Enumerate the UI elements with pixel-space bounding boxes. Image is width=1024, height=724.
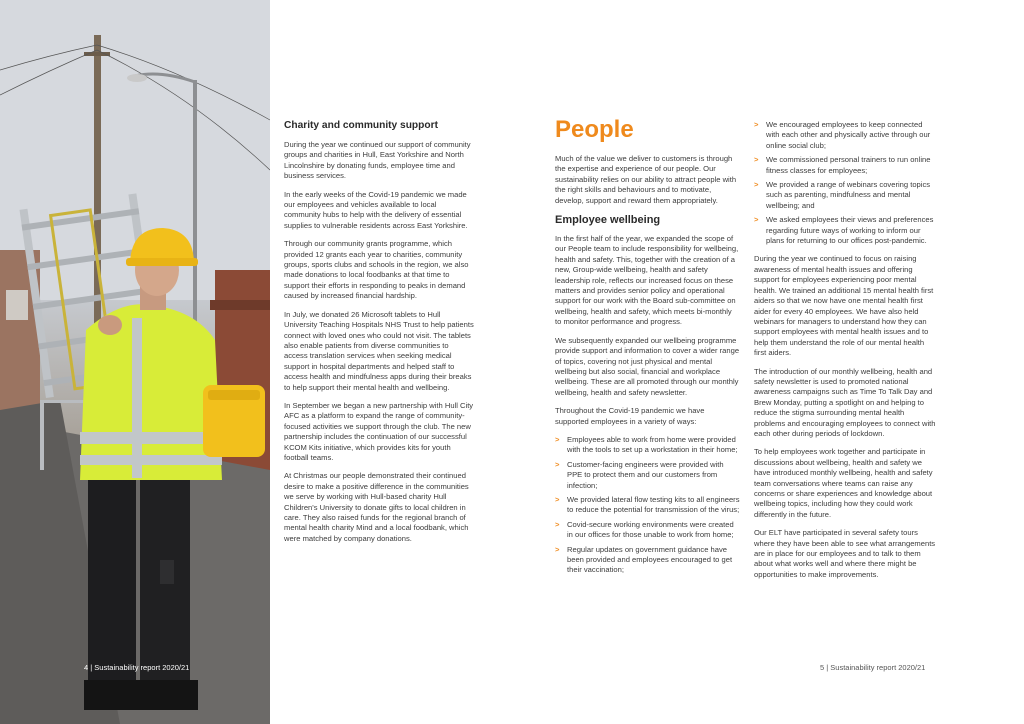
wellbeing-support-list	[754, 120, 937, 246]
list-item: > Regular updates on government guidance have been provided and employees encouraged to get their vaccination;	[555, 544, 733, 575]
charity-paragraph: At Christmas our people demonstrated their continued desire to make a positive difference in the communities we serve by working with Hull-based charity Hull Children's University to donate gifts to local children in care. They also raised funds for the regional branch of mental health charity Mind and a local foodbank, which were matched by company donations.	[284, 471, 469, 543]
charity-paragraph: In July, we donated 26 Microsoft tablets to Hull University Teaching Hospitals NHS Trust to help patients connect with loved ones who could not visit. The tablets also enable patients from diverse communities to access translation services when seeking medical support in hospital departments and helped staff to access health and mindfulness apps during their breaks to help support their mental health and wellbeing.	[284, 309, 474, 392]
people-title: People	[555, 116, 634, 143]
list-item: > Customer-facing engineers were provided with PPE to protect them and our customers from infection;	[555, 459, 724, 490]
list-item: > We provided a range of webinars covering topics such as parenting, mindfulness and mental wellbeing; and	[754, 180, 931, 210]
engineer-illustration	[0, 0, 270, 724]
left-page-footer: 4 | Sustainability report 2020/21	[84, 663, 190, 672]
wellbeing-paragraph: Throughout the Covid-19 pandemic we have supported employees in a variety of ways:	[555, 406, 705, 426]
wellbeing-paragraph: During the year we continued to focus on raising awareness of mental health issues and offering support for employees experiencing poor mental health. We trained an additional 15 mental health first aiders so that we now have one mental health first aider for every 40 employees. We have also held webinars for managers to understand how they can support employees with mental health issues and to help them understand the role of our mental health first aiders.	[754, 254, 934, 358]
wellbeing-paragraph: In the first half of the year, we expanded the scope of our People team to include responsibility for wellbeing, health and safety. This, together with the creation of a new, Group-wide wellbeing, health and safety leadership role, reflects our increased focus on these matters and provides senior policy and operational support for our work with the Board sub-committee on wellbeing, health and safety, which meets bi-monthly to monitor performance and progress.	[555, 234, 739, 327]
chevron-right-icon: >	[754, 155, 759, 165]
list-item: > Covid-secure working environments were created in our offices for those unable to work from home;	[555, 519, 734, 540]
right-page-footer: 5 | Sustainability report 2020/21	[820, 663, 926, 672]
chevron-right-icon: >	[754, 180, 759, 190]
charity-paragraph: Through our community grants programme, which provided 12 grants each year to charities, community groups, sports clubs and schools in the region, we also made donations to local foodbanks at that time to support their efforts in responding to peaks in demand caused by increased financial hardship.	[284, 239, 469, 301]
chevron-right-icon: >	[555, 494, 560, 504]
wellbeing-paragraph: We subsequently expanded our wellbeing programme provide support and information to cover a wider range of topics, covering not just physical and mental wellbeing but also social, financial and workplace wellbeing. These are all promoted through our monthly wellbeing, health and safety newsletter.	[555, 335, 740, 397]
charity-paragraph: In the early weeks of the Covid-19 pandemic we made our employees and vehicles available to local community hubs to help with the delivery of essential supplies to vulnerable residents across East Yorkshire.	[284, 189, 468, 230]
chevron-right-icon: >	[555, 544, 560, 554]
wellbeing-column	[754, 120, 937, 588]
chevron-right-icon: >	[754, 215, 759, 225]
chevron-right-icon: >	[555, 434, 560, 444]
chevron-right-icon: >	[555, 519, 560, 529]
wellbeing-paragraph: To help employees work together and participate in discussions about wellbeing, health and safety we have introduced monthly wellbeing, health and safety team conversations where teams can raise any concerns or share experiences and knowledge about wellbeing topics, including how they could work differently in the future.	[754, 447, 933, 519]
list-item: > We encouraged employees to keep connected with each other and physically active through our online social club;	[754, 120, 931, 150]
charity-column	[284, 120, 474, 552]
charity-heading: Charity and community support	[284, 120, 438, 131]
people-intro: Much of the value we deliver to customers is through the expertise and experience of our people. Our sustainability relies on our ability to attract people with the right skills and behaviours and to motivate, develop, support and reward them appropriately.	[555, 154, 737, 205]
chevron-right-icon: >	[555, 459, 560, 469]
list-item: > We provided lateral flow testing kits to all engineers to reduce the potential for transmission of the virus;	[555, 494, 740, 515]
people-column	[555, 116, 740, 584]
covid-support-list	[555, 435, 740, 576]
list-item: > We asked employees their views and preferences regarding future ways of working to inform our plans for returning to our offices post-pandemic.	[754, 215, 934, 246]
engineer-photo	[0, 0, 270, 724]
list-item: > We commissioned personal trainers to run online fitness classes for employees;	[754, 155, 931, 175]
wellbeing-paragraph: The introduction of our monthly wellbeing, health and safety newsletter is used to promoted national awareness campaigns such as Time To Talk Day and Brew Monday, putting a spotlight on and helping to reduce the stigma surrounding mental health problems and encouraging employees to connect with each other during periods of lockdown.	[754, 366, 936, 438]
list-item: > Employees able to work from home were provided with the tools to set up a workstation in their home;	[555, 434, 738, 455]
charity-paragraph: During the year we continued our support of community groups and charities in Hull, East Yorkshire and North Lincolnshire by donating funds, employee time and business services.	[284, 140, 471, 181]
chevron-right-icon: >	[754, 120, 759, 129]
wellbeing-paragraph: Our ELT have participated in several safety tours where they have been able to see what arrangements are in place for our employees and to talk to them about what works well and where there might be opportunities to make improvements.	[754, 528, 936, 579]
charity-paragraph: In September we began a new partnership with Hull City AFC as a platform to expand the range of community-focused activities we support through the club. The new partnership includes the continuation of our successful KCOM Kits initiative, which provides kits for youth football teams.	[284, 400, 474, 462]
wellbeing-heading: Employee wellbeing	[555, 214, 661, 227]
